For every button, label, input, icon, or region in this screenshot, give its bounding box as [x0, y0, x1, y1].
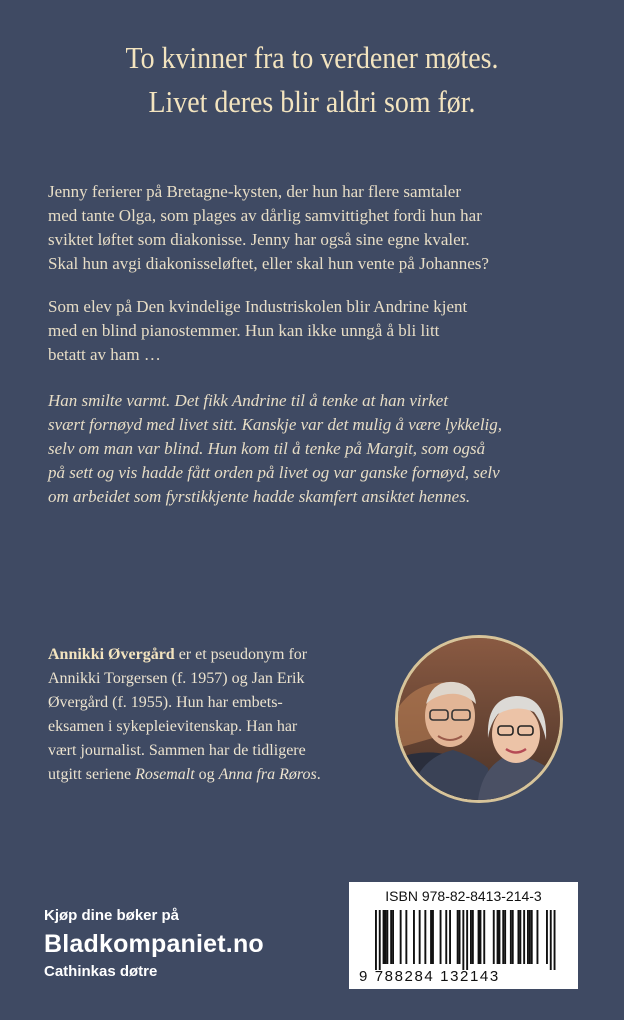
- text-line: om arbeidet som fyrstikkjente hadde skamfert ansiktet hennes.: [48, 487, 471, 506]
- text-line: med en blind pianostemmer. Hun kan ikke unngå å bli litt: [48, 321, 440, 340]
- barcode-bar: [375, 910, 377, 970]
- text-line: .: [316, 766, 321, 783]
- barcode-bar: [405, 910, 407, 964]
- series-title: Rosemalt: [135, 766, 195, 783]
- text-line: vært journalist. Sammen har de tidligere: [48, 742, 306, 759]
- series-title: Anna fra Røros: [218, 766, 317, 783]
- text-line: og: [194, 766, 219, 783]
- barcode-bar: [527, 910, 529, 964]
- barcode-bar: [386, 910, 388, 964]
- barcode-bar: [499, 910, 501, 964]
- text-line: eksamen i sykepleievitenskap. Han har: [48, 718, 298, 735]
- barcode-bar: [504, 910, 506, 964]
- text-line: svært fornøyd med livet sitt. Kanskje var det mulig å være lykkelig,: [48, 415, 503, 434]
- barcode-bar: [546, 910, 548, 964]
- tagline: [31, 36, 593, 124]
- isbn-label: ISBN 978-82-8413-214-3: [385, 888, 542, 904]
- barcode-bar: [390, 910, 392, 964]
- author-bio: [48, 643, 378, 787]
- text-line: Øvergård (f. 1955). Hun har embets-: [48, 694, 283, 711]
- text-line: Som elev på Den kvindelige Industriskolen blir Andrine kjent: [48, 297, 468, 316]
- barcode-bar: [462, 910, 464, 970]
- publisher-site: Bladkompaniet.no: [44, 930, 264, 958]
- text-line: selv om man var blind. Hun kom til å tenke på Margit, som også: [48, 439, 486, 458]
- barcode-bar: [493, 910, 495, 964]
- barcode-bar: [470, 910, 472, 964]
- barcode-bar: [550, 910, 552, 970]
- barcode-bar: [379, 910, 381, 970]
- barcode-bar: [457, 910, 459, 964]
- barcode-bar: [554, 910, 556, 970]
- barcode-bar: [472, 910, 474, 964]
- barcode-bar: [537, 910, 539, 964]
- text-line: Skal hun avgi diakonisseløftet, eller skal hun vente på Johannes?: [48, 254, 489, 273]
- text-line: på sett og vis hadde fått orden på livet og var ganske fornøyd, selv: [48, 463, 500, 482]
- barcode-bar: [400, 910, 402, 964]
- series-name: Cathinkas døtre: [44, 963, 158, 980]
- text-line: med tante Olga, som plages av dårlig samvittighet fordi hun har: [48, 206, 482, 225]
- barcode-bar: [483, 910, 485, 964]
- barcode-bar: [413, 910, 415, 964]
- excerpt-paragraph: [48, 389, 568, 509]
- text-line: Annikki Torgersen (f. 1957) og Jan Erik: [48, 670, 305, 687]
- barcode-bar: [383, 910, 385, 964]
- footer: [44, 905, 264, 983]
- barcode-bar: [440, 910, 442, 964]
- blurb-paragraph-1: [48, 180, 568, 276]
- text-line: sviktet løftet som diakonisse. Jenny har også sine egne kvaler.: [48, 230, 470, 249]
- barcode-bar: [392, 910, 394, 964]
- barcode-bar: [478, 910, 480, 964]
- barcode-bar: [502, 910, 504, 964]
- barcode-bar: [385, 910, 387, 964]
- author-photo: [395, 635, 563, 803]
- barcode-bar: [432, 910, 434, 964]
- buy-text: Kjøp dine bøker på: [44, 907, 180, 924]
- text-line: Han smilte varmt. Det fikk Andrine til å tenke at han virket: [48, 391, 449, 410]
- barcode-bar: [445, 910, 447, 964]
- tagline-line-1: To kvinner fra to verdener møtes.: [125, 40, 499, 75]
- blurb-paragraph-2: [48, 295, 568, 367]
- author-name: Annikki Øvergård: [48, 646, 175, 663]
- barcode: [349, 882, 578, 989]
- barcode-bar: [430, 910, 432, 964]
- text-line: Jenny ferierer på Bretagne-kysten, der hun har flere samtaler: [48, 182, 461, 201]
- barcode-bar: [523, 910, 525, 964]
- barcode-bar: [519, 910, 521, 964]
- barcode-bar: [459, 910, 461, 964]
- barcode-bar: [449, 910, 451, 964]
- barcode-bar: [497, 910, 499, 964]
- barcode-bar: [466, 910, 468, 970]
- text-line: betatt av ham …: [48, 345, 161, 364]
- tagline-line-2: Livet deres blir aldri som før.: [148, 84, 476, 119]
- barcode-bar: [510, 910, 512, 964]
- barcode-bar: [424, 910, 426, 964]
- barcode-digits: 9 788284 132143: [359, 968, 500, 985]
- barcode-bar: [529, 910, 531, 964]
- barcode-bar: [480, 910, 482, 964]
- barcode-bar: [512, 910, 514, 964]
- barcode-bar: [518, 910, 520, 964]
- text-line: er et pseudonym for: [174, 646, 308, 663]
- barcode-bar: [531, 910, 533, 964]
- text-line: utgitt seriene: [48, 766, 136, 783]
- author-photo-image: [398, 638, 560, 800]
- barcode-bar: [419, 910, 421, 964]
